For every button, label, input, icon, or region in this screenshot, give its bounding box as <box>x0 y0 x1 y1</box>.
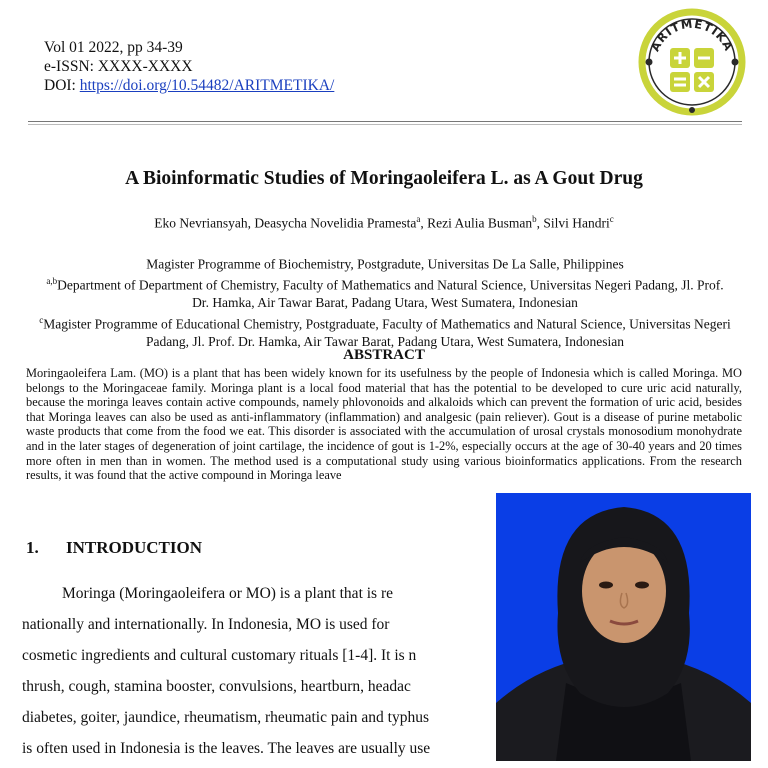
author-sup: c <box>609 214 614 224</box>
volume-line: Vol 01 2022, pp 34-39 <box>44 39 183 56</box>
affiliation-line: $^{a,b}$Department of Department of Chemistry, Faculty of Mathematics and Natural Science, Universitas Negeri Padang, Jl. Prof. Dr. Hamka, Air Tawar Barat, Padang Utara, West Sumatera, Indonesian <box>46 276 724 310</box>
section-heading <box>26 538 202 558</box>
intro-line: thrush, cough, stamina booster, convulsions, heartburn, headac <box>22 678 411 695</box>
logo-text: ARITMETIKA <box>647 16 737 54</box>
affiliation-line: $^c$Magister Programme of Educational Chemistry, Postgraduate, Faculty of Mathematics and Natural Science, Universitas Negeri Padang, Jl. Prof. Dr. Hamka, Air Tawar Barat, Padang Utara, West Sumatera, Indonesian <box>39 314 731 349</box>
author-name: Rezi Aulia Busman <box>427 215 533 231</box>
journal-header <box>44 38 334 95</box>
doi-line <box>44 76 334 95</box>
intro-line: nationally and internationally. In Indonesia, MO is used for <box>22 616 390 633</box>
intro-line: diabetes, goiter, jaundice, rheumatism, rheumatic pain and typhus <box>22 709 429 726</box>
author-name: Deasycha Novelidia Pramesta <box>254 215 417 231</box>
author-sup: b <box>532 214 537 224</box>
eissn-line: e-ISSN: XXXX-XXXX <box>44 58 193 75</box>
abstract-heading: ABSTRACT <box>343 347 425 363</box>
doi-link[interactable]: https://doi.org/10.54482/ARITMETIKA/ <box>79 77 335 94</box>
author-list: Eko Nevriansyah, Deasycha Novelidia Pramesta$^a$, Rezi Aulia Busman$^b$, Silvi Handri$^c$ <box>154 214 614 231</box>
header-rule-secondary <box>28 124 742 125</box>
affiliations <box>38 252 732 350</box>
abstract-text: Moringaoleifera Lam. (MO) is a plant that has been widely known for its usefulness by the people of Indonesia which is called Moringa. MO belongs to the Moringaceae family. Moringa plant is a local food material that has the potential to be developed to cure uric acid naturally, because the moringa leaves contain active compounds, namely phlovonoids and alkaloids which can prevent the formation of uric acid, besides that Moringa leaves can also be used as anti-inflammatory (inflammation) and analgesic (pain reliever). Gout is a disease of purine metabolic waste products that come from the food we eat. This disorder is associated with the accumulation of urosal crystals monosodium monohydrate and in the later stages of degeneration of joint cartilage, the incidence of gout is 1-2%, especially occurs at the age of 30-40 years and 20 times more often in men than in women. The method used is a computational study using various bioinformatics applications. From the research results, it was found that the active compound in Moringa leave <box>26 366 742 483</box>
aritmetika-logo <box>636 6 748 118</box>
author-name: Silvi Handri <box>543 215 610 231</box>
section-number: 1. <box>26 538 39 557</box>
portrait-photo <box>496 493 751 761</box>
section-title: INTRODUCTION <box>66 538 203 557</box>
author-sup: a <box>416 214 421 224</box>
portrait-illustration <box>496 493 751 761</box>
header-rule <box>28 121 742 122</box>
author-name: Eko Nevriansyah <box>154 215 248 231</box>
intro-line: cosmetic ingredients and cultural customary rituals [1-4]. It is n <box>22 647 417 664</box>
intro-line: Moringa (Moringaoleifera or MO) is a plant that is re <box>62 585 394 602</box>
doi-label: DOI: <box>44 77 80 94</box>
paper-title: A Bioinformatic Studies of Moringaoleifera L. as A Gout Drug <box>125 168 643 189</box>
intro-line: is often used in Indonesia is the leaves. The leaves are usually use <box>22 740 431 757</box>
affiliation-line: Magister Programme of Biochemistry, Postgradute, Universitas De La Salle, Philippines <box>146 256 624 272</box>
